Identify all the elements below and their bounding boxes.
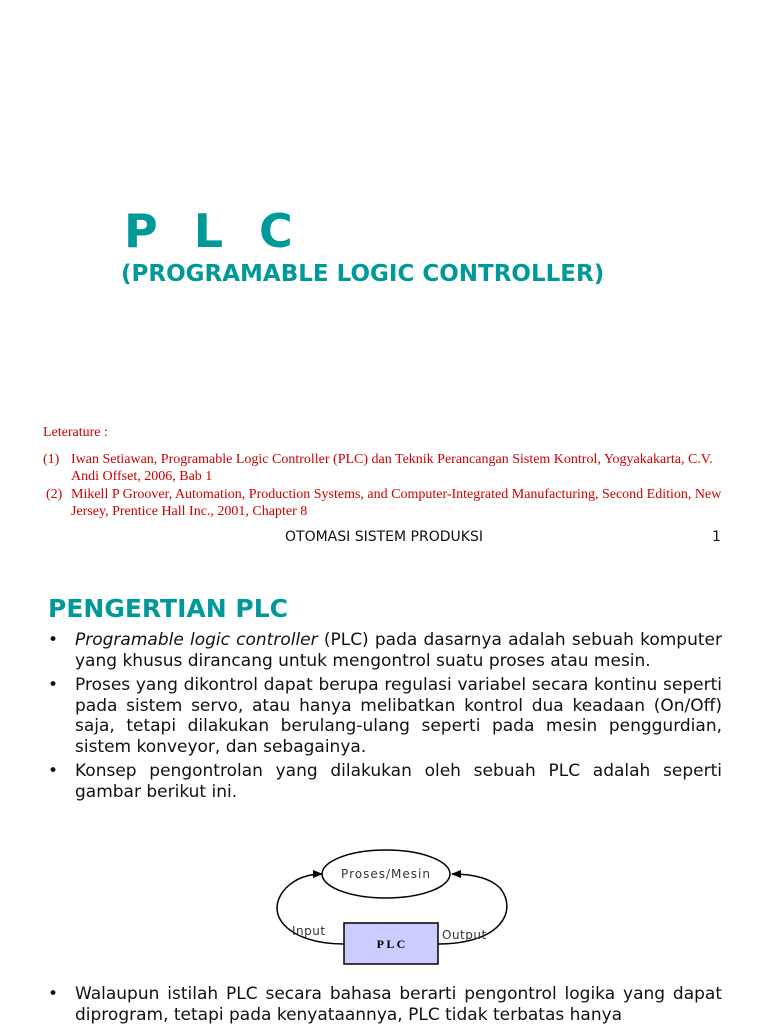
bullet-dot: • — [48, 630, 59, 650]
literature-list — [43, 424, 733, 520]
bullet-item — [48, 984, 722, 1025]
bullet-item — [48, 761, 722, 802]
bullet-dot: • — [48, 761, 59, 781]
reference-text: Iwan Setiawan, Programable Logic Controller (PLC) dan Teknik Perancangan Sistem Kontrol, Yogyakakarta, C.V. Andi Offset, 2006, Bab 1 — [71, 452, 713, 484]
bullet-text: Proses yang dikontrol dapat berupa regulasi variabel secara kontinu seperti pada sistem servo, atau hanya melibatkan kontrol dua keadaan (On/Off) saja, tetapi dilakukan berulang-ulang seperti pada mesin penggurdian, sistem konveyor, dan sebagainya. — [75, 675, 722, 757]
bullet-list — [48, 630, 722, 806]
bullet-list-continued — [48, 984, 722, 1029]
input-label: Input — [292, 924, 326, 938]
plc-box-label: P L C — [376, 937, 406, 951]
page-number: 1 — [712, 529, 721, 545]
plc-control-loop-diagram — [268, 844, 520, 966]
output-label: Output — [442, 928, 487, 942]
slide-title: P L C — [124, 204, 303, 258]
reference-item — [43, 451, 733, 485]
slide-footer: OTOMASI SISTEM PRODUKSI — [285, 529, 483, 545]
process-label: Proses/Mesin — [341, 867, 431, 881]
bullet-dot: • — [48, 675, 59, 695]
bullet-item — [48, 630, 722, 671]
section-heading: PENGERTIAN PLC — [48, 594, 288, 623]
bullet-text: Walaupun istilah PLC secara bahasa berarti pengontrol logika yang dapat diprogram, tetapi pada kenyataannya, PLC tidak terbatas hanya — [75, 984, 722, 1025]
reference-text: Mikell P Groover, Automation, Production Systems, and Computer-Integrated Manufacturing, Second Edition, New Jersey, Prentice Hall Inc., 2001, Chapter 8 — [71, 487, 722, 519]
reference-number: (2) — [46, 487, 63, 502]
reference-number: (1) — [43, 452, 60, 467]
bullet-italic-term: Programable logic controller — [75, 630, 318, 650]
reference-item — [43, 486, 733, 520]
bullet-dot: • — [48, 984, 59, 1004]
content-slide — [0, 560, 768, 1024]
bullet-item — [48, 675, 722, 757]
bullet-text: Konsep pengontrolan yang dilakukan oleh sebuah PLC adalah seperti gambar berikut ini. — [75, 761, 722, 802]
literature-label: Leterature : — [43, 425, 108, 440]
slide-subtitle: (PROGRAMABLE LOGIC CONTROLLER) — [121, 261, 605, 287]
bullet-text: (PLC) pada dasarnya adalah sebuah komputer yang khusus dirancang untuk mengontrol suatu proses atau mesin. — [75, 630, 722, 671]
